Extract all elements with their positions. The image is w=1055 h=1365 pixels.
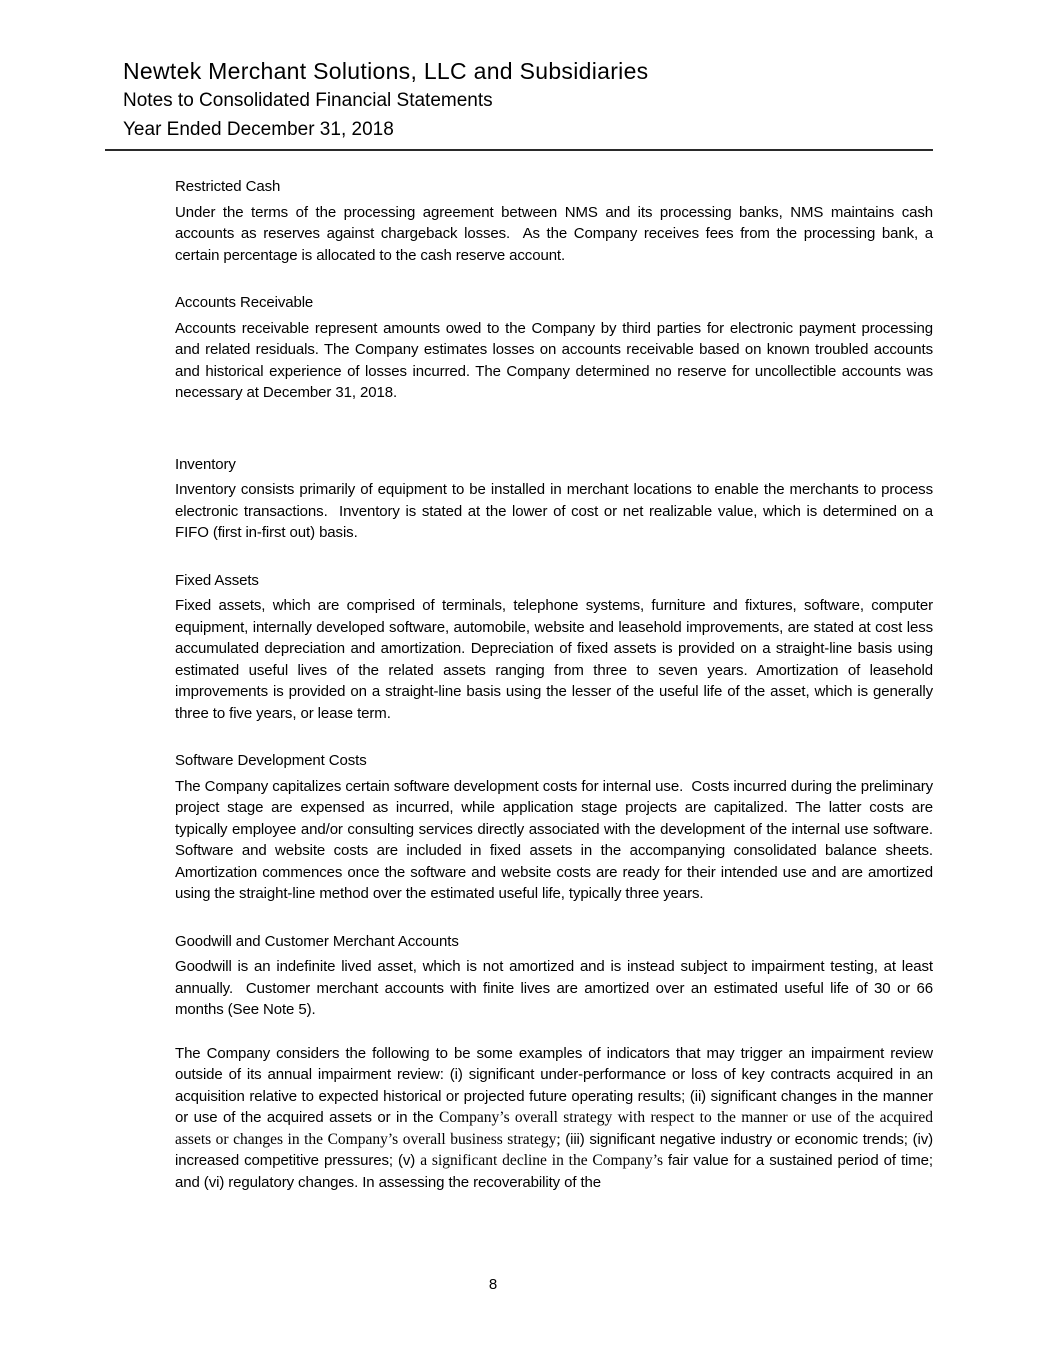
- impairment-indicators-paragraph: [175, 1043, 933, 1194]
- impairment-segment-1: The Company considers the following to be some examples of indicators that may trigger an impairment review outside of its annual impairment review: (i) significant under-performance or loss of key contracts acquired in an acquisition relative to expected historical or projected future operating results; (ii) significant changes in the manner or use of the acquired assets or in the: [175, 1044, 933, 1126]
- section-heading-software-development-costs: Software Development Costs: [175, 752, 367, 769]
- notes-body: [175, 176, 933, 1193]
- section-heading-inventory: Inventory: [175, 455, 236, 473]
- section-inventory: [175, 454, 933, 544]
- restricted-cash-paragraph: Under the terms of the processing agreement between NMS and its processing banks, NMS maintains cash accounts as reserves against chargeback losses. As the Company receives fees from the processing bank, a certain percentage is allocated to the cash reserve account.: [175, 203, 933, 264]
- section-heading-fixed-assets: Fixed Assets: [175, 571, 259, 589]
- company-name: Newtek Merchant Solutions, LLC and Subsidiaries: [123, 58, 649, 84]
- section-fixed-assets: [175, 570, 933, 725]
- section-goodwill-and-customer-merchant-accounts: [175, 931, 933, 1194]
- page-number: 8: [488, 1276, 498, 1293]
- section-restricted-cash: [175, 176, 933, 266]
- section-heading-restricted-cash: Restricted Cash: [175, 178, 281, 195]
- accounts-receivable-paragraph: Accounts receivable represent amounts owed to the Company by third parties for electronic payment processing and related residuals. The Company estimates losses on accounts receivable based on known troubled accounts and historical experience of losses incurred. The Company determined no reserve for uncollectible accounts was necessary at December 31, 2018.: [175, 319, 933, 401]
- inventory-paragraph: Inventory consists primarily of equipment to be installed in merchant locations to enable the merchants to process electronic transactions. Inventory is stated at the lower of cost or net realizable value, which is determined on a FIFO (first in-first out) basis.: [175, 481, 933, 541]
- document-header: [0, 0, 1055, 144]
- impairment-segment-3: (iii) significant negative industry or economic trends; (iv) increased competitive pressures; (v): [175, 1130, 933, 1169]
- period-line: Year Ended December 31, 2018: [123, 119, 394, 140]
- impairment-segment-4: a significant decline in the Company’s: [420, 1152, 668, 1169]
- section-heading-goodwill: Goodwill and Customer Merchant Accounts: [175, 932, 459, 950]
- software-development-costs-paragraph: The Company capitalizes certain software development costs for internal use. Costs incurred during the preliminary project stage are expensed as incurred, while application stage projects are capitalized. The latter costs are typically employee and/or consulting services directly associated with the development of the internal use software. Software and website costs are included in fixed assets in the accompanying consolidated balance sheets. Amortization commences once the software and website costs are ready for their intended use and are amortized using the straight-line method over the estimated useful life, typically three years.: [175, 777, 933, 902]
- fixed-assets-paragraph: Fixed assets, which are comprised of terminals, telephone systems, furniture and fixtures, software, computer equipment, internally developed software, automobile, website and leasehold improvements, are stated at cost less accumulated depreciation and amortization. Depreciation of fixed assets is provided on a straight-line basis using estimated useful lives of the related assets ranging from three to seven years. Amortization of leasehold improvements is provided on a straight-line basis using the lesser of the useful life of the asset, which is generally three to five years, or lease term.: [175, 597, 933, 722]
- section-heading-accounts-receivable: Accounts Receivable: [175, 294, 314, 311]
- header-rule: [105, 149, 933, 151]
- impairment-segment-5: fair value for a sustained period of time; and (vi) regulatory changes. In assessing the recoverability of the: [175, 1152, 933, 1191]
- document-title: Notes to Consolidated Financial Statements: [123, 90, 493, 111]
- section-software-development-costs: [175, 750, 933, 905]
- goodwill-paragraph: Goodwill is an indefinite lived asset, which is not amortized and is instead subject to impairment testing, at least annually. Customer merchant accounts with finite lives are amortized over an estimated useful life of 30 or 66 months (See Note 5).: [175, 958, 933, 1018]
- section-accounts-receivable: [175, 292, 933, 404]
- impairment-segment-2: Company’s overall strategy with respect to the manner or use of the acquired assets or changes in the Company’s overall business strategy;: [175, 1109, 933, 1148]
